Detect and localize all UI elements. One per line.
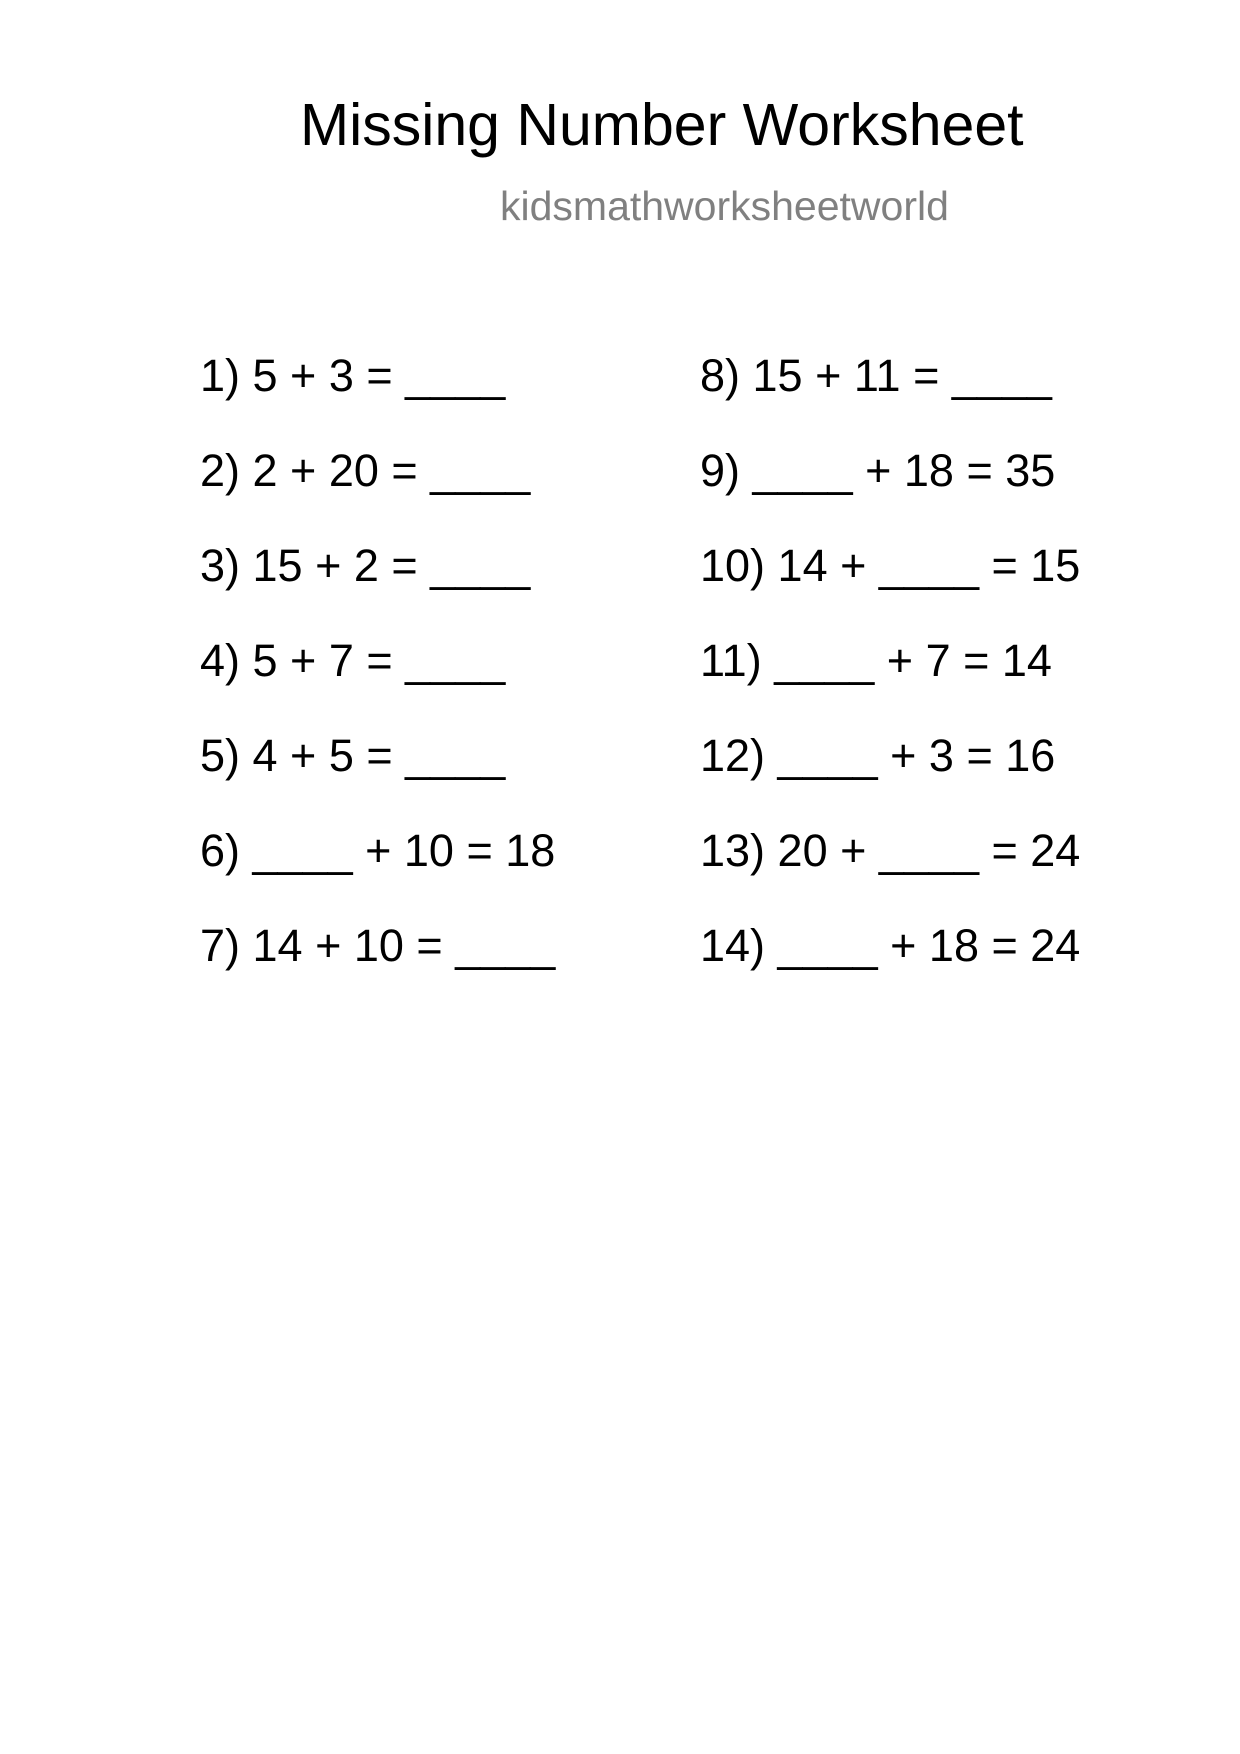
problem-9: 9) ____ + 18 = 35: [700, 445, 1056, 496]
problem-1: 1) 5 + 3 = ____: [200, 350, 506, 401]
problem-11: 11) ____ + 7 = 14: [700, 635, 1052, 686]
problem-2: 2) 2 + 20 = ____: [200, 445, 531, 496]
problem-column-right: [700, 352, 1080, 1017]
problem-10: 10) 14 + ____ = 15: [700, 540, 1081, 591]
problem-14: 14) ____ + 18 = 24: [700, 920, 1081, 971]
problem-12: 12) ____ + 3 = 16: [700, 730, 1056, 781]
problem-6: 6) ____ + 10 = 18: [200, 825, 556, 876]
problem-5: 5) 4 + 5 = ____: [200, 730, 506, 781]
problem-13: 13) 20 + ____ = 24: [700, 825, 1081, 876]
problem-4: 4) 5 + 7 = ____: [200, 635, 506, 686]
problem-8: 8) 15 + 11 = ____: [700, 350, 1052, 401]
site-name: kidsmathworksheetworld: [500, 183, 949, 229]
page-title: Missing Number Worksheet: [300, 92, 1024, 158]
problem-7: 7) 14 + 10 = ____: [200, 920, 556, 971]
problem-column-left: [200, 352, 555, 1017]
problem-3: 3) 15 + 2 = ____: [200, 540, 531, 591]
